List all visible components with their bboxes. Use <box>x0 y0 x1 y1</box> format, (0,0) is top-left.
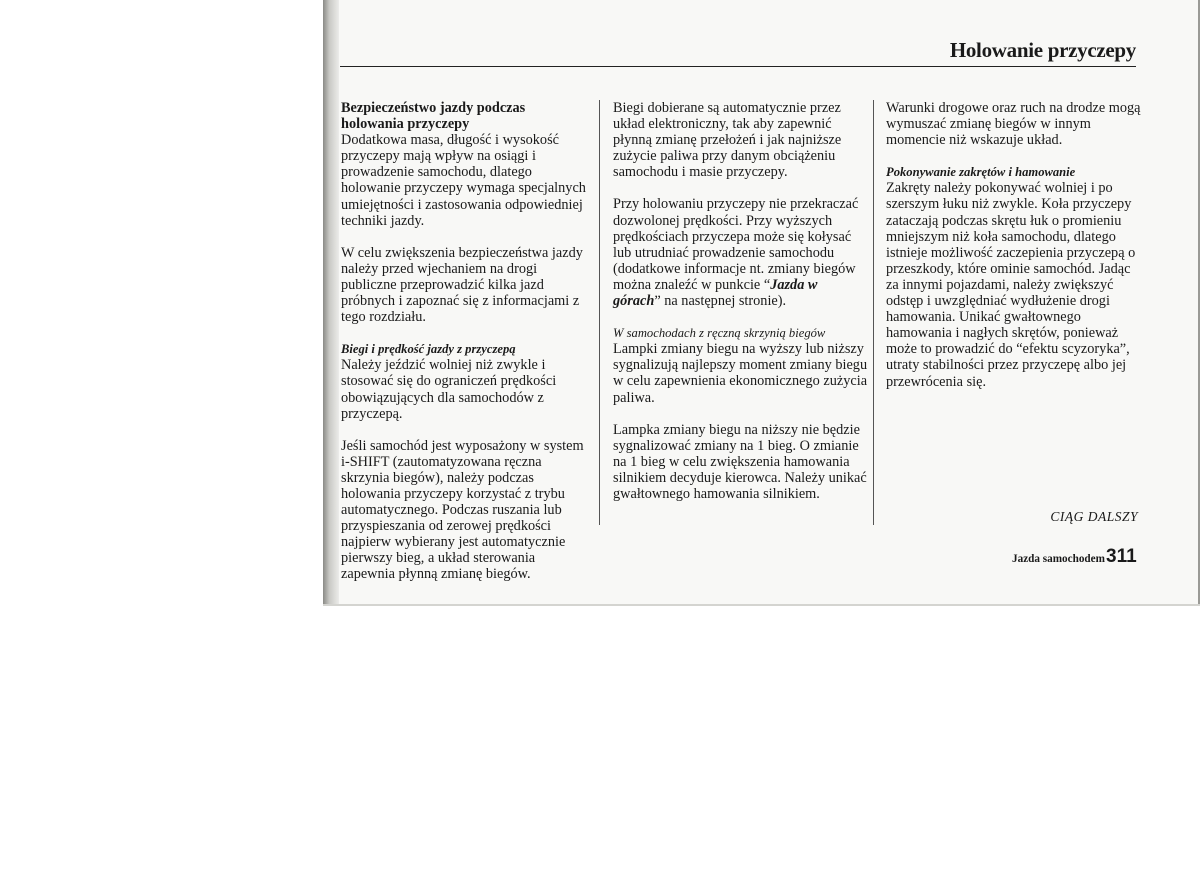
header-divider <box>340 66 1136 67</box>
section-heading-safety: Bezpieczeństwo jazdy podczas holowania przyczepy <box>341 100 526 133</box>
section-heading-manual-gearbox: W samochodach z ręczną skrzynią biegów <box>613 326 826 341</box>
paragraph: Lampka zmiany biegu na niższy nie będzie sygnalizować zmiany na 1 bieg. O zmianie na 1 bieg w celu zwiększenia hamowania silnikiem decyduje kierowca. Należy unikać gwałtownego hamowania silnikiem. <box>613 421 867 502</box>
page-spine-shadow <box>323 0 339 604</box>
paragraph: Warunki drogowe oraz ruch na drodze mogą wymuszać zmianę biegów w innym momencie niż wskazuje układ. <box>886 100 1141 149</box>
page-number: 311 <box>1106 546 1137 567</box>
continued-label: CIĄG DALSZY <box>1050 509 1138 524</box>
section-footer-label: Jazda samochodem <box>1012 553 1105 565</box>
paragraph-text: ” na następnej stronie). <box>654 293 787 310</box>
paragraph: Biegi dobierane są automatycznie przez układ elektroniczny, tak aby zapewnić płynną zmianę przełożeń i jak najniższe zużycie paliwa przy danym obciążeniu samochodu i masie przyczepy. <box>613 100 842 181</box>
text-column-3 <box>886 100 1144 406</box>
paragraph-text: Przy holowaniu przyczepy nie przekraczać dozwolonej prędkości. Przy wyższych prędkościach przyczepa może się kołysać lub utrudniać prowadzenie samochodu (dodatkowe informacje nt. zmiany biegów można znaleźć w punkcie “ <box>613 196 859 293</box>
paragraph: Należy jeździć wolniej niż zwykle i stosować się do ograniczeń prędkości obowiązujących dla samochodów z przyczepą. <box>341 357 557 422</box>
cross-reference: Jazda w górach <box>613 276 818 310</box>
text-column-1 <box>341 100 591 599</box>
paragraph: Zakręty należy pokonywać wolniej i po szerszym łuku niż zwykle. Koła przyczepy zataczają podczas skrętu łuk o promieniu mniejszym niż koła samochodu, dlatego istnieje możliwość zaczepienia przyczepą o przeszkody, które ominie samochód. Jadąc za innymi pojazdami, należy zwiększyć odstęp i uwzględniać wydłużenie drogi hamowania. Unikać gwałtownego hamowania i nagłych skrętów, ponieważ może to prowadzić do “efektu scyzoryka”, utraty stabilności przez przyczepę albo jej przewrócenia się. <box>886 180 1136 390</box>
paragraph: Lampki zmiany biegu na wyższy lub niższy sygnalizują najlepszy moment zmiany biegu w celu zapewnienia ekonomicznego zużycia paliwa. <box>613 341 868 406</box>
paragraph: Jeśli samochód jest wyposażony w system i-SHIFT (zautomatyzowana ręczna skrzynia biegów), należy podczas holowania przyczepy korzystać z trybu automatycznego. Podczas ruszania lub przyspieszania od zerowej prędkości najpierw wybierany jest automatycznie pierwszy bieg, a układ sterowania zapewnia płynną zmianę biegów. <box>341 437 584 583</box>
text-column-2 <box>613 100 868 518</box>
section-heading-cornering-braking: Pokonywanie zakrętów i hamowanie <box>886 165 1076 180</box>
column-divider <box>599 100 600 525</box>
paragraph <box>613 196 868 309</box>
section-heading-gears-speed: Biegi i prędkość jazdy z przyczepą <box>341 342 516 357</box>
paragraph: Dodatkowa masa, długość i wysokość przyczepy mają wpływ na osiągi i prowadzenie samochodu, dlatego holowanie przyczepy wymaga specjalnych umiejętności i zastosowania odpowiedniej techniki jazdy. <box>341 132 586 229</box>
paragraph: W celu zwiększenia bezpieczeństwa jazdy należy przed wjechaniem na drogi publiczne przeprowadzić kilka jazd próbnych i zapoznać się z informacjami z tego rozdziału. <box>341 244 583 326</box>
column-divider <box>873 100 874 525</box>
page-title: Holowanie przyczepy <box>949 38 1136 62</box>
